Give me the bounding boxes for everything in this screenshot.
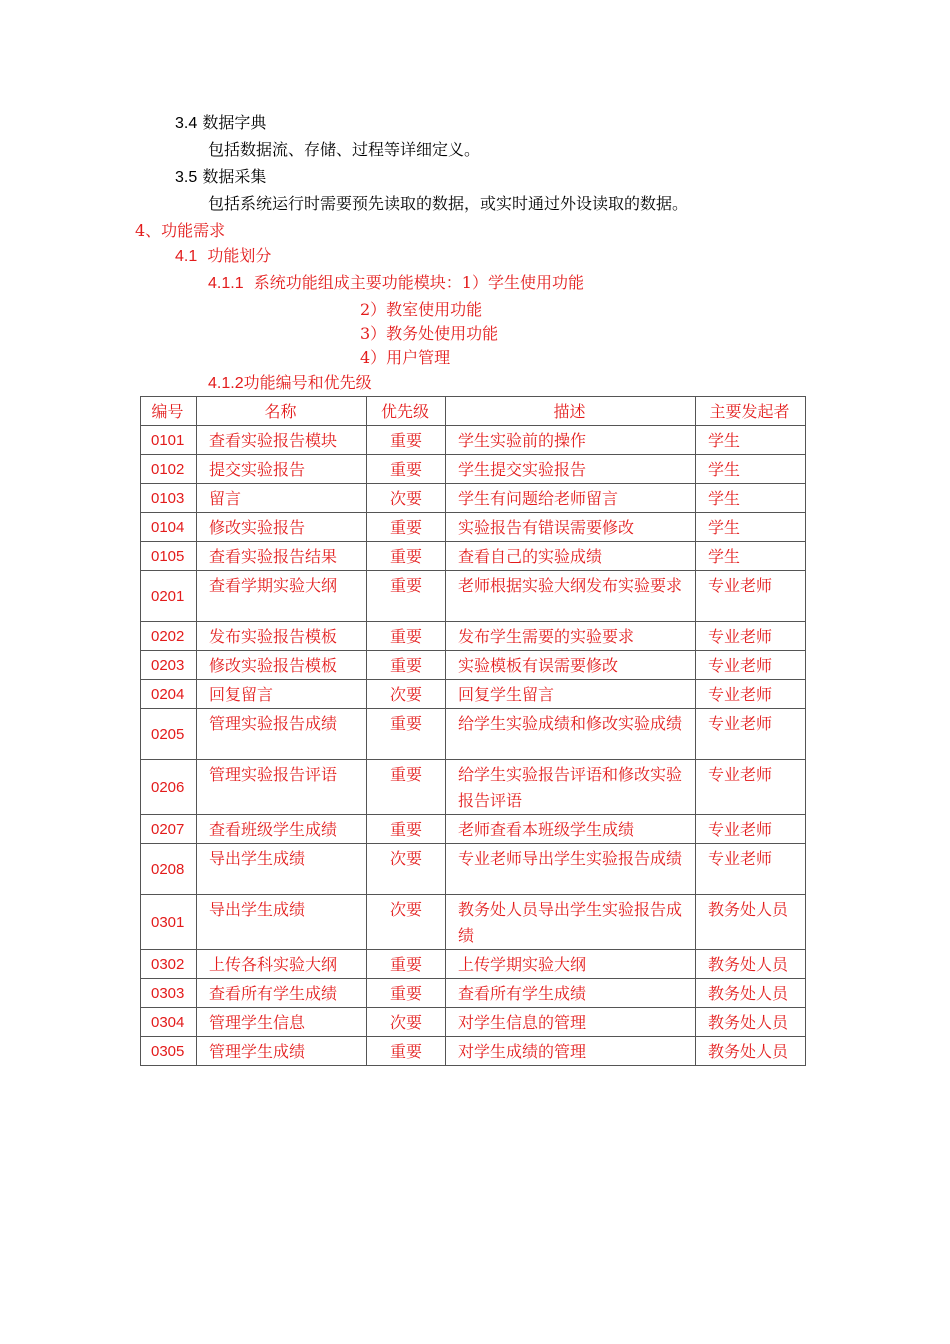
cell-initiator: 教务处人员	[696, 895, 806, 950]
cell-name: 查看所有学生成绩	[197, 979, 367, 1008]
cell-description: 教务处人员导出学生实验报告成绩	[446, 895, 696, 950]
table-row	[141, 1008, 806, 1037]
table-row	[141, 760, 806, 815]
cell-priority: 重要	[367, 426, 446, 455]
cell-description: 发布学生需要的实验要求	[446, 622, 696, 651]
cell-description: 老师查看本班级学生成绩	[446, 815, 696, 844]
heading-4-1-2-number: 4.1.2	[208, 375, 244, 392]
table-row	[141, 542, 806, 571]
cell-priority: 重要	[367, 622, 446, 651]
function-priority-table	[140, 396, 806, 1066]
cell-description: 对学生信息的管理	[446, 1008, 696, 1037]
table-row	[141, 513, 806, 542]
heading-3-4-number: 3.4	[175, 115, 198, 132]
cell-initiator: 教务处人员	[696, 950, 806, 979]
cell-priority: 重要	[367, 950, 446, 979]
cell-description: 上传学期实验大纲	[446, 950, 696, 979]
heading-4-1	[175, 246, 271, 267]
cell-priority: 重要	[367, 979, 446, 1008]
cell-code: 0101	[141, 426, 197, 455]
cell-description: 专业老师导出学生实验报告成绩	[446, 844, 696, 895]
cell-code: 0303	[141, 979, 197, 1008]
cell-initiator: 教务处人员	[696, 1037, 806, 1066]
cell-initiator: 学生	[696, 484, 806, 513]
heading-3-5	[175, 167, 266, 188]
cell-description: 学生有问题给老师留言	[446, 484, 696, 513]
module-item-1: 1）学生使用功能	[461, 273, 584, 292]
cell-initiator: 教务处人员	[696, 1008, 806, 1037]
cell-code: 0104	[141, 513, 197, 542]
cell-name: 上传各科实验大纲	[197, 950, 367, 979]
cell-description: 学生实验前的操作	[446, 426, 696, 455]
cell-description: 查看所有学生成绩	[446, 979, 696, 1008]
table-row	[141, 815, 806, 844]
cell-initiator: 专业老师	[696, 709, 806, 760]
cell-priority: 重要	[367, 815, 446, 844]
cell-name: 导出学生成绩	[197, 895, 367, 950]
cell-initiator: 学生	[696, 455, 806, 484]
header-initiator: 主要发起者	[696, 397, 806, 426]
cell-description: 学生提交实验报告	[446, 455, 696, 484]
table-row	[141, 455, 806, 484]
cell-initiator: 专业老师	[696, 651, 806, 680]
cell-priority: 次要	[367, 1008, 446, 1037]
cell-priority: 重要	[367, 513, 446, 542]
cell-initiator: 学生	[696, 426, 806, 455]
cell-code: 0301	[141, 895, 197, 950]
heading-4-1-1-number: 4.1.1	[208, 275, 244, 292]
cell-priority: 重要	[367, 542, 446, 571]
table-row	[141, 979, 806, 1008]
cell-initiator: 教务处人员	[696, 979, 806, 1008]
table-row	[141, 484, 806, 513]
module-item-3: 3）教务处使用功能	[360, 324, 499, 343]
cell-code: 0203	[141, 651, 197, 680]
header-code: 编号	[141, 397, 197, 426]
cell-name: 修改实验报告	[197, 513, 367, 542]
cell-name: 提交实验报告	[197, 455, 367, 484]
heading-4-1-2-title: 功能编号和优先级	[243, 373, 372, 392]
cell-name: 导出学生成绩	[197, 844, 367, 895]
cell-description: 给学生实验报告评语和修改实验报告评语	[446, 760, 696, 815]
cell-priority: 次要	[367, 484, 446, 513]
cell-priority: 次要	[367, 844, 446, 895]
cell-name: 查看实验报告结果	[197, 542, 367, 571]
cell-code: 0305	[141, 1037, 197, 1066]
cell-name: 查看学期实验大纲	[197, 571, 367, 622]
cell-priority: 重要	[367, 571, 446, 622]
table-row	[141, 680, 806, 709]
cell-priority: 重要	[367, 760, 446, 815]
cell-name: 管理实验报告评语	[197, 760, 367, 815]
table-row	[141, 571, 806, 622]
cell-description: 实验模板有误需要修改	[446, 651, 696, 680]
heading-4-1-1-text: 系统功能组成主要功能模块：	[253, 273, 462, 292]
cell-code: 0304	[141, 1008, 197, 1037]
cell-code: 0105	[141, 542, 197, 571]
table-row	[141, 709, 806, 760]
cell-code: 0201	[141, 571, 197, 622]
cell-initiator: 学生	[696, 542, 806, 571]
header-description: 描述	[446, 397, 696, 426]
table-row	[141, 426, 806, 455]
cell-initiator: 专业老师	[696, 760, 806, 815]
cell-initiator: 专业老师	[696, 571, 806, 622]
cell-name: 查看实验报告模块	[197, 426, 367, 455]
cell-priority: 重要	[367, 1037, 446, 1066]
cell-name: 修改实验报告模板	[197, 651, 367, 680]
cell-description: 实验报告有错误需要修改	[446, 513, 696, 542]
cell-priority: 重要	[367, 651, 446, 680]
heading-4-1-1	[208, 273, 584, 294]
cell-priority: 次要	[367, 895, 446, 950]
heading-3-5-title: 数据采集	[202, 167, 267, 186]
cell-code: 0103	[141, 484, 197, 513]
cell-name: 管理学生成绩	[197, 1037, 367, 1066]
cell-initiator: 学生	[696, 513, 806, 542]
heading-3-5-number: 3.5	[175, 169, 198, 186]
table-row	[141, 895, 806, 950]
cell-name: 留言	[197, 484, 367, 513]
table-row	[141, 622, 806, 651]
cell-code: 0207	[141, 815, 197, 844]
cell-name: 管理实验报告成绩	[197, 709, 367, 760]
table-row	[141, 651, 806, 680]
cell-priority: 重要	[367, 709, 446, 760]
paragraph-3-5: 包括系统运行时需要预先读取的数据，或实时通过外设读取的数据。	[208, 194, 689, 213]
cell-initiator: 专业老师	[696, 844, 806, 895]
cell-description: 老师根据实验大纲发布实验要求	[446, 571, 696, 622]
heading-4-1-number: 4.1	[175, 248, 198, 265]
heading-4-1-2	[208, 373, 372, 394]
header-name: 名称	[197, 397, 367, 426]
cell-name: 管理学生信息	[197, 1008, 367, 1037]
function-table-body	[141, 397, 806, 1066]
paragraph-3-4: 包括数据流、存储、过程等详细定义。	[208, 140, 481, 159]
cell-description: 查看自己的实验成绩	[446, 542, 696, 571]
table-row	[141, 1037, 806, 1066]
cell-code: 0206	[141, 760, 197, 815]
cell-code: 0205	[141, 709, 197, 760]
header-priority: 优先级	[367, 397, 446, 426]
heading-3-4	[175, 113, 266, 134]
cell-description: 对学生成绩的管理	[446, 1037, 696, 1066]
cell-priority: 重要	[367, 455, 446, 484]
cell-name: 发布实验报告模板	[197, 622, 367, 651]
module-item-4: 4）用户管理	[360, 348, 451, 367]
cell-initiator: 专业老师	[696, 680, 806, 709]
cell-name: 查看班级学生成绩	[197, 815, 367, 844]
cell-code: 0102	[141, 455, 197, 484]
cell-code: 0204	[141, 680, 197, 709]
heading-3-4-title: 数据字典	[202, 113, 267, 132]
heading-4: 4、功能需求	[135, 221, 226, 240]
table-row	[141, 950, 806, 979]
cell-priority: 次要	[367, 680, 446, 709]
cell-code: 0302	[141, 950, 197, 979]
cell-name: 回复留言	[197, 680, 367, 709]
cell-description: 给学生实验成绩和修改实验成绩	[446, 709, 696, 760]
cell-initiator: 专业老师	[696, 815, 806, 844]
heading-4-1-title: 功能划分	[207, 246, 272, 265]
table-row	[141, 844, 806, 895]
cell-description: 回复学生留言	[446, 680, 696, 709]
module-item-2: 2）教室使用功能	[360, 300, 483, 319]
cell-initiator: 专业老师	[696, 622, 806, 651]
cell-code: 0202	[141, 622, 197, 651]
table-header-row	[141, 397, 806, 426]
cell-code: 0208	[141, 844, 197, 895]
